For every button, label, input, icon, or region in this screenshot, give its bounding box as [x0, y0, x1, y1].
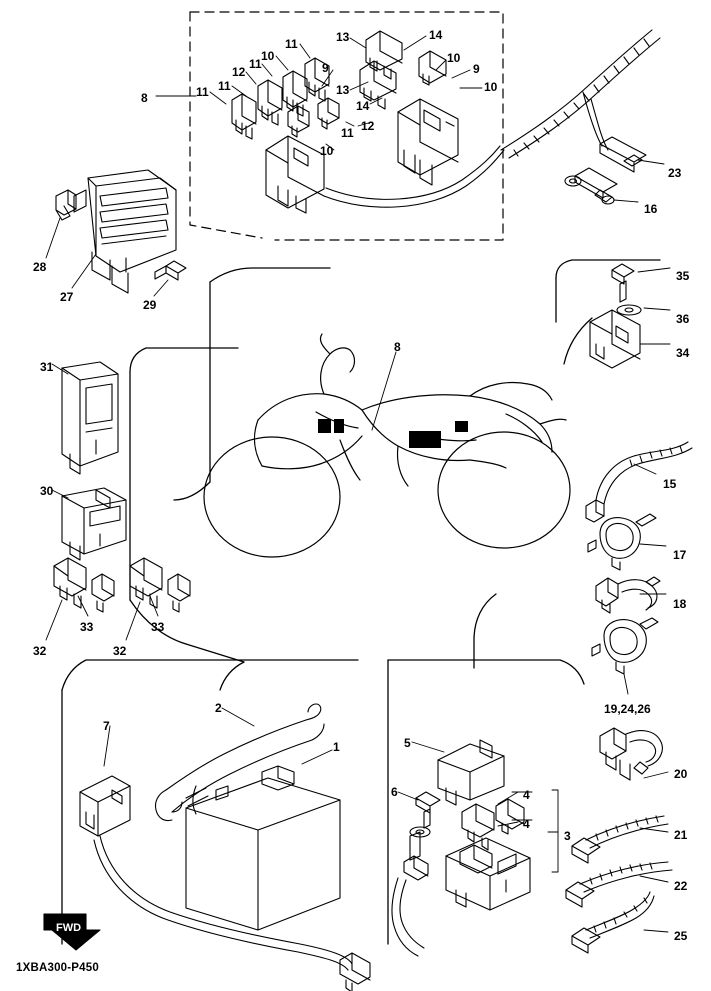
- clamp-18: [596, 577, 660, 613]
- callout-5: 5: [404, 736, 411, 750]
- bracket-28: [56, 190, 76, 220]
- callout-9-b: 9: [473, 62, 480, 76]
- clamp-20: [600, 728, 662, 780]
- relay-box-30: [62, 488, 126, 560]
- callout-10-b: 10: [447, 51, 461, 65]
- callout-7: 7: [103, 719, 110, 733]
- callout-19-24-26: 19,24,26: [604, 702, 651, 716]
- fwd-label: FWD: [56, 922, 82, 934]
- part-code: 1XBA300-P450: [16, 962, 99, 974]
- cable-tie-25: [572, 892, 654, 953]
- harness-corrugated: [501, 30, 660, 158]
- callout-30: 30: [40, 484, 54, 498]
- callout-13-b: 13: [336, 83, 350, 97]
- callout-6: 6: [391, 785, 398, 799]
- callout-16: 16: [644, 202, 658, 216]
- bolt-35: [612, 264, 634, 302]
- callout-8-mid: 8: [394, 340, 401, 354]
- callout-4-a: 4: [523, 788, 530, 802]
- relay-34: [590, 310, 640, 368]
- cable-tie-21: [572, 816, 668, 863]
- callout-32-a: 32: [33, 644, 47, 658]
- callout-10-d: 10: [320, 144, 334, 158]
- battery-cable: [100, 836, 352, 964]
- callout-36: 36: [676, 312, 690, 326]
- callout-28: 28: [33, 260, 47, 274]
- washer-36: [617, 305, 641, 315]
- callout-18: 18: [673, 597, 687, 611]
- battery-1: [186, 766, 340, 930]
- callout-11-b: 11: [218, 79, 231, 93]
- callout-10-c: 10: [484, 80, 498, 94]
- callout-13-a: 13: [336, 30, 350, 44]
- callout-21: 21: [674, 828, 688, 842]
- relay-pair-top: [360, 31, 402, 109]
- callout-15: 15: [663, 477, 677, 491]
- callout-8-top: 8: [141, 91, 148, 105]
- bolt-29: [155, 261, 186, 280]
- relay-4-pair: [462, 799, 524, 850]
- ring-terminal-16: [565, 168, 617, 204]
- callout-33-a: 33: [80, 620, 94, 634]
- callout-31: 31: [40, 360, 54, 374]
- callout-33-b: 33: [151, 620, 165, 634]
- connector-23: [600, 137, 646, 172]
- callout-22: 22: [674, 879, 688, 893]
- callout-32-b: 32: [113, 644, 127, 658]
- cable-tie-22: [566, 862, 672, 907]
- connector-32-33-left: [54, 558, 114, 612]
- cover-7: [80, 776, 130, 836]
- terminal-bottom: [340, 953, 370, 991]
- battery-band-2: [155, 701, 324, 821]
- callout-29: 29: [143, 298, 157, 312]
- callout-27: 27: [60, 290, 74, 304]
- callout-20: 20: [674, 767, 688, 781]
- callout-10-a: 10: [261, 49, 275, 63]
- callout-9-a: 9: [322, 61, 329, 75]
- callout-34: 34: [676, 346, 690, 360]
- bolt-6-lead: [392, 792, 440, 956]
- callout-23: 23: [668, 166, 682, 180]
- callout-11-e: 11: [341, 126, 354, 140]
- cover-5: [438, 740, 504, 805]
- callout-25: 25: [674, 929, 688, 943]
- callout-14-a: 14: [429, 28, 443, 42]
- relay-small-right: [419, 51, 446, 85]
- callout-17: 17: [673, 548, 687, 562]
- callout-3: 3: [564, 829, 571, 843]
- callout-1: 1: [333, 740, 340, 754]
- relay-block-left: [266, 136, 324, 213]
- rectifier-27: [74, 170, 176, 293]
- ecu-31: [62, 362, 118, 474]
- callout-2: 2: [215, 701, 222, 715]
- harness-wire: [324, 150, 504, 207]
- callout-11-a: 11: [196, 85, 209, 99]
- callout-11-d: 11: [285, 37, 298, 51]
- clamp-19-24-26: [592, 618, 658, 674]
- clamp-17: [588, 514, 656, 570]
- relay-block-large: [398, 99, 458, 185]
- callout-35: 35: [676, 269, 690, 283]
- callout-11-c: 11: [249, 57, 262, 71]
- callout-12-a: 12: [232, 65, 246, 79]
- callout-14-b: 14: [356, 99, 370, 113]
- motorcycle-silhouette: [204, 334, 570, 557]
- callout-12-b: 12: [361, 119, 375, 133]
- callout-4-b: 4: [523, 817, 530, 831]
- leader-lines: [46, 36, 670, 932]
